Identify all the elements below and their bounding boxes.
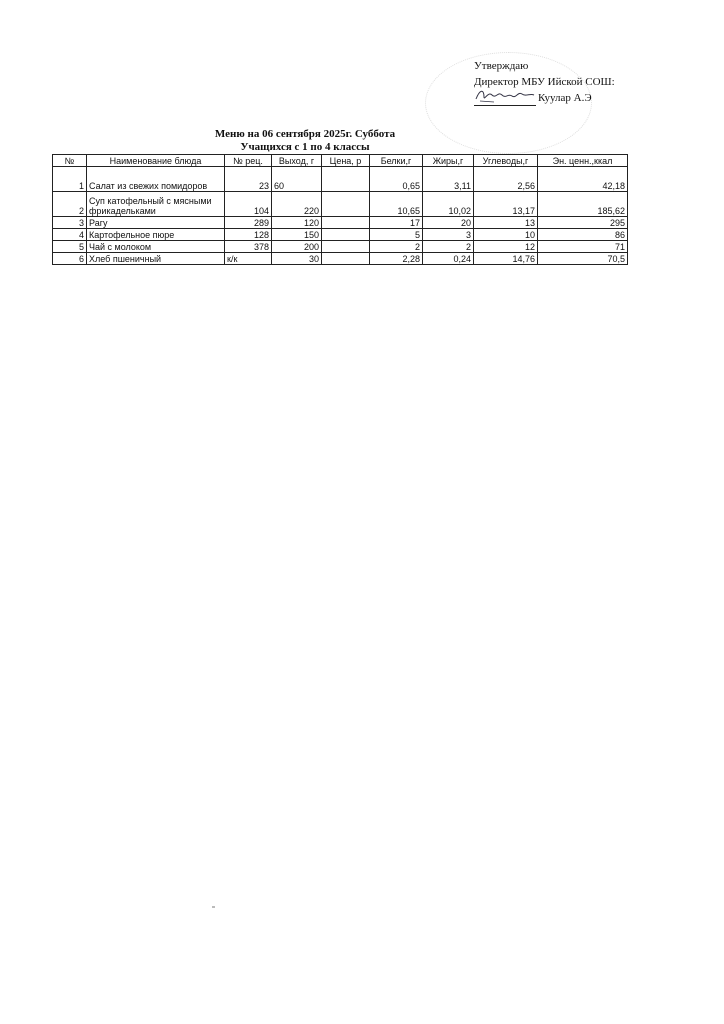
header-energy: Эн. ценн.,ккал [538, 155, 628, 167]
cell-recipe: 378 [225, 241, 272, 253]
cell-fats: 0,24 [423, 253, 474, 265]
cell-number: 6 [53, 253, 87, 265]
cell-price [322, 229, 370, 241]
cell-fats: 20 [423, 217, 474, 229]
header-dish-name: Наименование блюда [87, 155, 225, 167]
cell-proteins: 2 [370, 241, 423, 253]
cell-output: 200 [272, 241, 322, 253]
header-proteins: Белки,г [370, 155, 423, 167]
table-row [53, 167, 628, 192]
table-row [53, 229, 628, 241]
cell-recipe: 23 [225, 167, 272, 192]
cell-carbs: 14,76 [474, 253, 538, 265]
header-carbs: Углеводы,г [474, 155, 538, 167]
cell-proteins: 10,65 [370, 192, 423, 217]
approval-position: Директор МБУ Ийской СОШ: [474, 76, 615, 88]
cell-carbs: 13,17 [474, 192, 538, 217]
header-fats: Жиры,г [423, 155, 474, 167]
cell-output: 220 [272, 192, 322, 217]
menu-table [52, 154, 628, 265]
cell-dish-name: Суп катофельный с мясными фрикадельками [87, 192, 225, 217]
cell-price [322, 241, 370, 253]
cell-carbs: 10 [474, 229, 538, 241]
cell-recipe: 104 [225, 192, 272, 217]
cell-number: 2 [53, 192, 87, 217]
director-name: Куулар А.Э [538, 92, 592, 104]
table-row [53, 217, 628, 229]
cell-number: 4 [53, 229, 87, 241]
approval-heading: Утверждаю [474, 60, 529, 72]
cell-energy: 295 [538, 217, 628, 229]
cell-output: 150 [272, 229, 322, 241]
table-header-row [53, 155, 628, 167]
page-title: Меню на 06 сентября 2025г. Суббота [214, 128, 396, 140]
handwritten-signature [474, 85, 536, 105]
header-output: Выход, г [272, 155, 322, 167]
cell-output: 120 [272, 217, 322, 229]
scan-speck [212, 906, 215, 908]
cell-dish-name: Рагу [87, 217, 225, 229]
page-subtitle: Учащихся с 1 по 4 классы [240, 141, 370, 153]
header-price: Цена, р [322, 155, 370, 167]
cell-fats: 3 [423, 229, 474, 241]
cell-number: 1 [53, 167, 87, 192]
header-recipe-number: № рец. [225, 155, 272, 167]
cell-dish-name: Чай с молоком [87, 241, 225, 253]
cell-price [322, 192, 370, 217]
header-number: № [53, 155, 87, 167]
approval-block [474, 58, 654, 106]
cell-carbs: 12 [474, 241, 538, 253]
cell-proteins: 5 [370, 229, 423, 241]
signature-line [474, 91, 536, 106]
cell-number: 3 [53, 217, 87, 229]
table-row [53, 241, 628, 253]
cell-energy: 42,18 [538, 167, 628, 192]
table-row [53, 253, 628, 265]
signature-row [474, 90, 654, 106]
table-row [53, 192, 628, 217]
cell-output: 60 [272, 167, 322, 192]
cell-proteins: 17 [370, 217, 423, 229]
cell-recipe: 289 [225, 217, 272, 229]
cell-price [322, 167, 370, 192]
cell-carbs: 13 [474, 217, 538, 229]
cell-number: 5 [53, 241, 87, 253]
cell-dish-name: Картофельное пюре [87, 229, 225, 241]
cell-proteins: 2,28 [370, 253, 423, 265]
cell-price [322, 253, 370, 265]
cell-energy: 70,5 [538, 253, 628, 265]
cell-output: 30 [272, 253, 322, 265]
cell-price [322, 217, 370, 229]
cell-recipe: к/к [225, 253, 272, 265]
menu-title-block [180, 128, 430, 154]
cell-dish-name: Салат из свежих помидоров [87, 167, 225, 192]
cell-dish-name: Хлеб пшеничный [87, 253, 225, 265]
cell-energy: 185,62 [538, 192, 628, 217]
cell-fats: 10,02 [423, 192, 474, 217]
cell-energy: 71 [538, 241, 628, 253]
cell-fats: 2 [423, 241, 474, 253]
cell-energy: 86 [538, 229, 628, 241]
cell-recipe: 128 [225, 229, 272, 241]
cell-carbs: 2,56 [474, 167, 538, 192]
cell-fats: 3,11 [423, 167, 474, 192]
cell-proteins: 0,65 [370, 167, 423, 192]
